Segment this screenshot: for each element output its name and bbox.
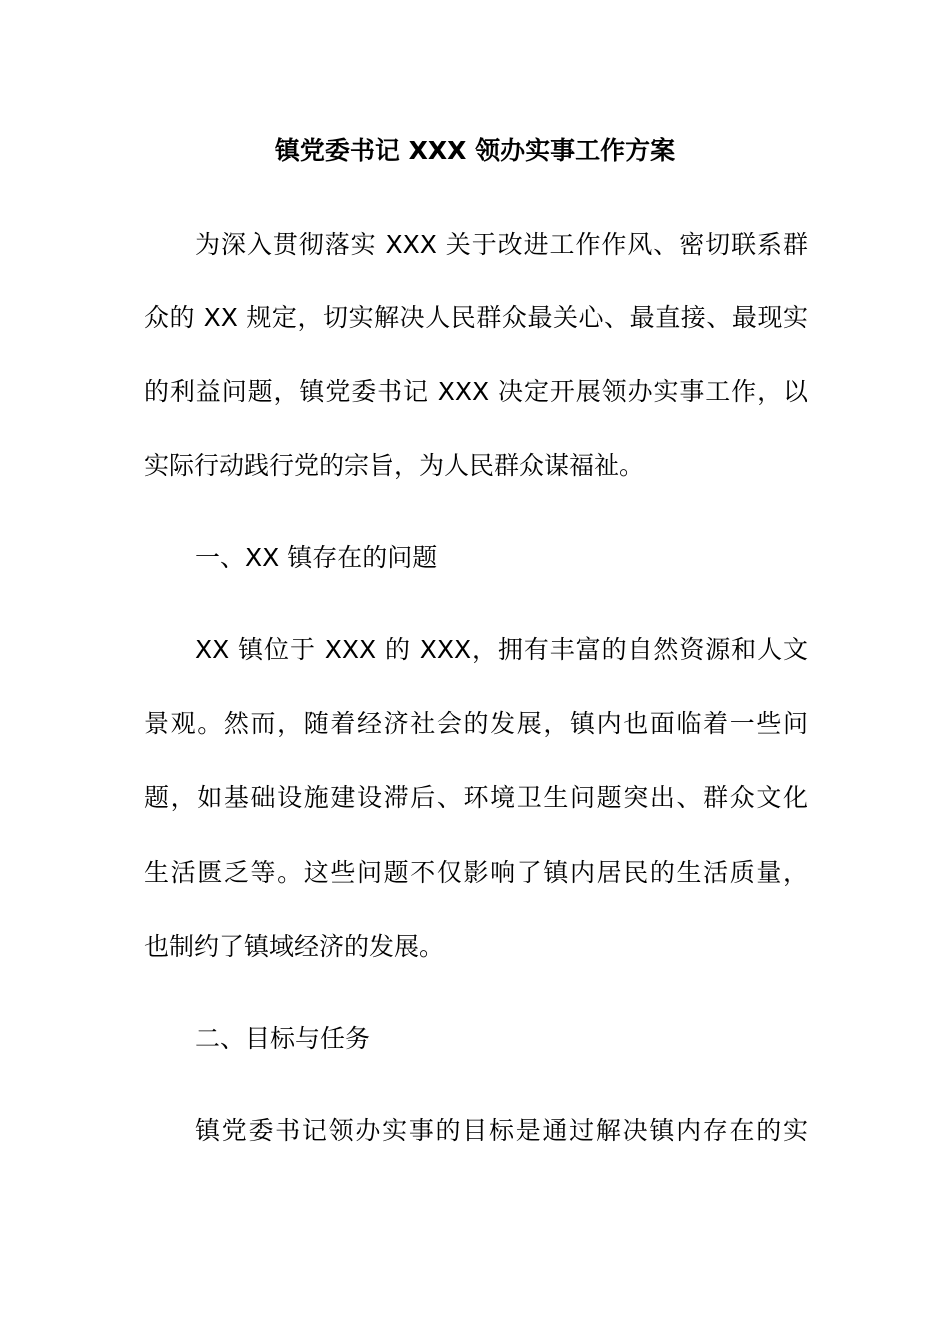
paragraph-2-line-1: XX 镇位于 XXX 的 XXX，拥有丰富的自然资源和人文 xyxy=(195,635,808,664)
section-heading-2: 二、目标与任务 xyxy=(195,1024,371,1053)
paragraph-2-line-3: 题，如基础设施建设滞后、环境卫生问题突出、群众文化 xyxy=(144,783,808,812)
paragraph-1-line-3: 的利益问题，镇党委书记 XXX 决定开展领办实事工作，以 xyxy=(144,377,808,406)
paragraph-2-line-5: 也制约了镇域经济的发展。 xyxy=(144,932,445,961)
document-title: 镇党委书记 XXX 领办实事工作方案 xyxy=(274,136,676,165)
paragraph-1-line-2: 众的 XX 规定，切实解决人民群众最关心、最直接、最现实 xyxy=(144,303,808,332)
paragraph-2-line-2: 景观。然而，随着经济社会的发展，镇内也面临着一些问 xyxy=(144,709,808,738)
paragraph-2-line-4: 生活匮乏等。这些问题不仅影响了镇内居民的生活质量， xyxy=(144,858,808,887)
paragraph-3-line-1: 镇党委书记领办实事的目标是通过解决镇内存在的实 xyxy=(195,1116,808,1145)
section-heading-1: 一、XX 镇存在的问题 xyxy=(195,543,438,572)
paragraph-1-line-1: 为深入贯彻落实 XXX 关于改进工作作风、密切联系群 xyxy=(195,230,808,259)
paragraph-1-line-4: 实际行动践行党的宗旨，为人民群众谋福祉。 xyxy=(144,451,645,480)
